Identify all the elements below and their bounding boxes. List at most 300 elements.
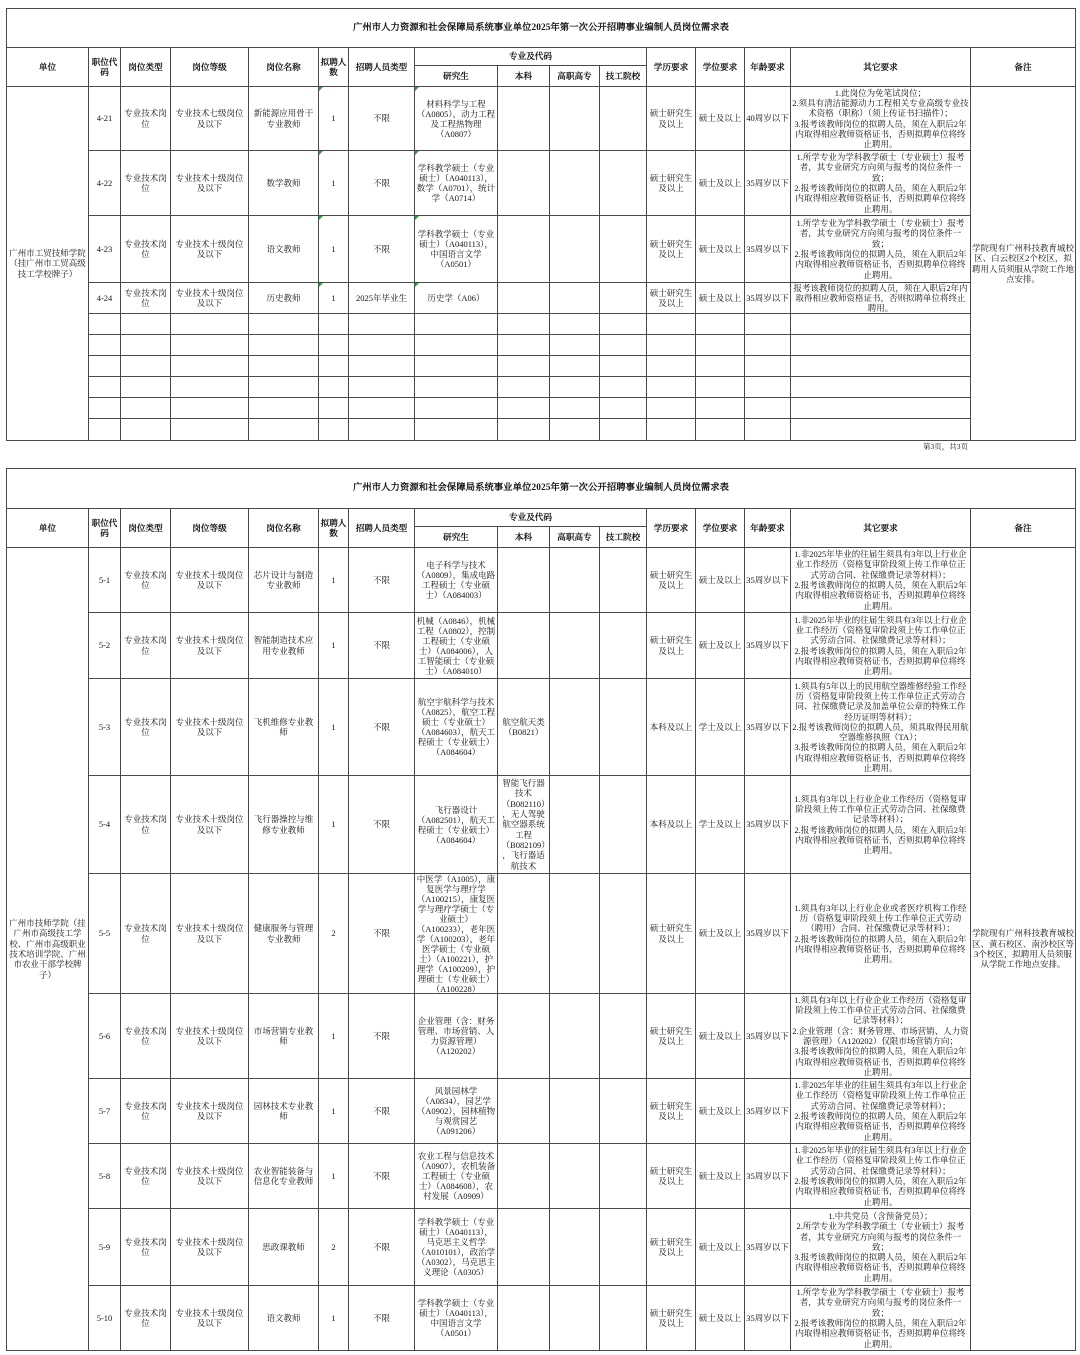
job-5-3-technical: [600, 679, 647, 776]
value-age: 40周岁以下: [746, 113, 789, 124]
value-type: 专业技术岗位: [124, 1025, 167, 1046]
job-5-9-code: [89, 1209, 121, 1286]
requirement-item: 2.须具有清洁能源动力工程相关专业高级专业技术资格（职称）（须上传证书扫描件）；: [792, 97, 969, 119]
empty-cell: [600, 398, 647, 419]
job-5-7-degree: [696, 1079, 745, 1144]
empty-cell: [349, 314, 415, 335]
empty-cell: [791, 335, 971, 356]
job-5-10-technical: [600, 1286, 647, 1351]
empty-cell: [696, 398, 745, 419]
header-grad-label: 研究生: [443, 70, 469, 81]
empty-cell: [791, 377, 971, 398]
empty-cell: [600, 335, 647, 356]
value-count: 1: [331, 640, 336, 651]
value-level: 专业技术七级岗位及以下: [175, 108, 244, 129]
job-5-10-grad: [415, 1286, 498, 1351]
value-type: 专业技术岗位: [124, 287, 167, 308]
header-age-label: 年龄要求: [750, 61, 785, 72]
empty-cell: [319, 398, 349, 419]
requirement-item: 2.所学专业为学科教学硕士（专业硕士）报考者，其专业研究方向须与报考的岗位条件一致；: [796, 1221, 965, 1252]
job-5-9-college: [550, 1209, 600, 1286]
header-count: [319, 509, 349, 548]
empty-cell: [249, 335, 319, 356]
header-grad-label: 研究生: [443, 531, 469, 542]
value-degree: 硕士及以上: [698, 177, 742, 188]
empty-cell: [171, 335, 249, 356]
empty-cell: [647, 377, 696, 398]
value-recruit: 不限: [372, 640, 390, 651]
job-5-6-technical: [600, 994, 647, 1079]
value-grad: 航空宇航科学与技术（A0825），航空工程硕士（专业硕士）（A084603），航天工程硕士（专业硕士）（A084604）: [416, 697, 496, 757]
job-4-24-education: [647, 283, 696, 314]
header-unit: [7, 509, 89, 548]
empty-cell: [349, 356, 415, 377]
job-5-8-level: [171, 1144, 249, 1209]
value-name: 语文教师: [266, 1312, 301, 1323]
value-code: 4-24: [96, 292, 113, 303]
empty-cell: [745, 398, 791, 419]
value-degree: 硕士及以上: [698, 1170, 742, 1181]
job-5-2-count: [319, 613, 349, 679]
value-education: 硕士研究生及以上: [649, 635, 693, 656]
value-grad: 历史学（A06）: [427, 293, 485, 303]
job-5-1-name: [249, 548, 319, 613]
value-age: 35周岁以下: [746, 819, 789, 830]
value-type: 专业技术岗位: [124, 238, 167, 259]
value-degree: 硕士及以上: [698, 1241, 742, 1252]
job-requirements-table-upper: [6, 8, 1076, 441]
job-4-21-other: [791, 87, 971, 151]
value-count: 1: [331, 1170, 336, 1181]
value-recruit: 2025年毕业生: [355, 292, 407, 303]
requirement-item: 3.报考该教师岗位的拟聘人员，须在入职后2年内取得相应教师资格证书，否则拟聘单位将终止聘用。: [794, 742, 967, 774]
header-other: [791, 48, 971, 87]
value-count: 1: [331, 1030, 336, 1041]
value-recruit: 不限: [372, 1312, 390, 1323]
unit-cell: [7, 87, 89, 441]
header-code: [89, 48, 121, 87]
header-technical: [600, 66, 647, 87]
empty-cell: [498, 335, 550, 356]
job-5-8-education: [647, 1144, 696, 1209]
empty-cell: [89, 335, 121, 356]
value-grad: 农业工程与信息技术（A0907），农机装备工程硕士（专业硕士）（A084608），农村发展（A0909）: [416, 1151, 496, 1201]
empty-cell: [349, 377, 415, 398]
job-4-24-recruit: [349, 283, 415, 314]
requirement-item: 1.须具有3年以上行业企业工作经历（资格复审阶段须上传工作单位正式劳动合同、社保缴费记录等材料）；: [794, 994, 967, 1026]
empty-cell: [89, 356, 121, 377]
empty-cell: [647, 398, 696, 419]
job-5-10-college: [550, 1286, 600, 1351]
header-count: [319, 48, 349, 87]
value-type: 专业技术岗位: [124, 923, 167, 944]
requirement-item: 2.企业管理（含：财务管理、市场营销、人力资源管理）（A120202）仅限市场营销方向；: [792, 1025, 969, 1046]
empty-cell: [415, 356, 498, 377]
job-5-9-name: [249, 1209, 319, 1286]
header-college: [550, 66, 600, 87]
job-4-22-other: [791, 151, 971, 216]
requirement-item: 1.所学专业为学科教学硕士（专业硕士）报考者，其专业研究方向须与报考的岗位条件一致；: [796, 152, 965, 183]
requirement-item: 1.此岗位为免笔试岗位；: [834, 87, 927, 98]
job-5-4-type: [121, 776, 171, 874]
header-count-label: 拟聘人数: [320, 56, 347, 77]
job-5-3-count: [319, 679, 349, 776]
job-5-7-college: [550, 1079, 600, 1144]
value-level: 专业技术十级岗位及以下: [175, 1236, 244, 1257]
table-title: [7, 469, 1076, 509]
remark-text: 学院现有广州科技教育城校区、黄石校区、南沙校区等3个校区，拟聘用人员须服从学院工作地点安排。: [972, 928, 1075, 970]
value-name: 飞机维修专业教师: [253, 716, 314, 737]
job-5-10-education: [647, 1286, 696, 1351]
job-5-1-count: [319, 548, 349, 613]
job-5-3-degree: [696, 679, 745, 776]
job-4-23-degree: [696, 216, 745, 283]
job-5-1-age: [745, 548, 791, 613]
job-5-10-count: [319, 1286, 349, 1351]
job-5-9-education: [647, 1209, 696, 1286]
value-count: 2: [331, 928, 336, 939]
job-5-1-degree: [696, 548, 745, 613]
job-5-6-grad: [415, 994, 498, 1079]
value-level: 专业技术十级岗位及以下: [175, 814, 244, 835]
value-type: 专业技术岗位: [124, 172, 167, 193]
value-age: 35周岁以下: [746, 928, 789, 939]
empty-cell: [121, 356, 171, 377]
empty-cell: [600, 356, 647, 377]
value-code: 5-10: [96, 1312, 113, 1323]
empty-cell: [89, 377, 121, 398]
empty-cell: [550, 335, 600, 356]
header-other: [791, 509, 971, 548]
value-count: 1: [331, 819, 336, 830]
job-4-22-level: [171, 151, 249, 216]
job-requirements-table-lower: [6, 468, 1076, 1351]
job-5-9-other: [791, 1209, 971, 1286]
empty-cell: [745, 356, 791, 377]
header-remark: [971, 509, 1076, 548]
header-degree-label: 学位要求: [702, 522, 738, 533]
value-type: 专业技术岗位: [124, 716, 167, 737]
header-age: [745, 48, 791, 87]
requirement-item: 2.报考该教师岗位的拟聘人员，须在入职后2年内取得相应教师资格证书，否则拟聘单位将终止聘用。: [794, 580, 967, 611]
value-count: 1: [331, 113, 336, 124]
empty-cell: [745, 314, 791, 335]
requirement-item: 1.非2025年毕业的往届生须具有3年以上行业企业工作经历（资格复审阶段须上传工作单位正式劳动合同、社保缴费记录等材料）；: [794, 549, 967, 580]
header-education: [647, 509, 696, 548]
job-5-10-age: [745, 1286, 791, 1351]
job-5-1-code: [89, 548, 121, 613]
value-age: 35周岁以下: [746, 721, 789, 732]
header-level-label: 岗位等级: [192, 61, 227, 72]
empty-cell: [696, 335, 745, 356]
unit-name: 广州市工贸技师学院（挂广州市工贸高级技工学校牌子）: [9, 248, 86, 279]
header-code-label: 职位代码: [91, 517, 118, 538]
header-education: [647, 48, 696, 87]
value-age: 35周岁以下: [746, 1105, 789, 1116]
job-4-23-name: [249, 216, 319, 283]
value-level: 专业技术十级岗位及以下: [175, 635, 244, 656]
requirement-item: 2.报考该教师岗位的拟聘人员，须在入职后2年内取得相应教师资格证书，否则拟聘单位将终止聘用。: [794, 1176, 967, 1207]
value-level: 专业技术十级岗位及以下: [175, 569, 244, 590]
value-name: 智能制造技术应用专业教师: [253, 635, 314, 656]
value-grad: 飞行器设计（A082501），航天工程硕士（专业硕士）（A084604）: [416, 804, 496, 845]
job-5-5-grad: [415, 874, 498, 994]
empty-cell: [415, 314, 498, 335]
requirement-item: 1.所学专业为学科教学硕士（专业硕士）报考者，其专业研究方向须与报考的岗位条件一致；: [796, 1287, 965, 1318]
job-5-5-technical: [600, 874, 647, 994]
requirement-item: 3.报考该教师岗位的拟聘人员，须在入职后2年内取得相应教师资格证书，否则拟聘单位将终止聘用。: [794, 1046, 967, 1077]
requirement-item: 2.报考该教师岗位的拟聘人员，须在入职后2年内取得相应教师资格证书，否则拟聘单位将终止聘用。: [794, 645, 967, 677]
job-5-6-education: [647, 994, 696, 1079]
remark-cell: [971, 87, 1076, 441]
value-count: 1: [331, 1105, 336, 1116]
job-5-8-count: [319, 1144, 349, 1209]
empty-cell: [89, 419, 121, 441]
job-4-21-technical: [600, 87, 647, 151]
job-4-21-recruit: [349, 87, 415, 151]
empty-cell: [319, 335, 349, 356]
job-5-2-college: [550, 613, 600, 679]
header-code-label: 职位代码: [91, 56, 118, 77]
job-5-2-code: [89, 613, 121, 679]
job-4-21-count: [319, 87, 349, 151]
value-count: 1: [331, 1312, 336, 1323]
job-5-4-college: [550, 776, 600, 874]
job-5-8-type: [121, 1144, 171, 1209]
value-name: 健康服务与管理专业教师: [253, 923, 314, 944]
value-type: 专业技术岗位: [124, 1100, 167, 1121]
value-level: 专业技术十级岗位及以下: [175, 1165, 244, 1186]
job-5-10-other: [791, 1286, 971, 1351]
header-major: [415, 48, 647, 66]
empty-cell: [498, 314, 550, 335]
job-5-8-college: [550, 1144, 600, 1209]
header-type-label: 岗位类型: [128, 522, 163, 533]
value-name: 思政课教师: [262, 1241, 305, 1252]
header-recruit_type-label: 招聘人员类型: [355, 522, 408, 533]
empty-cell: [498, 377, 550, 398]
header-code: [89, 509, 121, 548]
empty-cell: [171, 377, 249, 398]
header-college: [550, 527, 600, 548]
header-major: [415, 509, 647, 527]
job-5-6-undergrad: [498, 994, 550, 1079]
job-5-2-name: [249, 613, 319, 679]
job-5-2-degree: [696, 613, 745, 679]
job-5-7-recruit: [349, 1079, 415, 1144]
job-5-1-level: [171, 548, 249, 613]
job-5-8-recruit: [349, 1144, 415, 1209]
job-4-23-undergrad: [498, 216, 550, 283]
header-remark-label: 备注: [1014, 522, 1032, 533]
job-4-21-college: [550, 87, 600, 151]
value-code: 5-8: [98, 1170, 111, 1181]
empty-cell: [696, 377, 745, 398]
job-5-4-undergrad: [498, 776, 550, 874]
header-type-label: 岗位类型: [128, 61, 163, 72]
value-count: 2: [331, 1241, 336, 1252]
value-education: 硕士研究生及以上: [649, 287, 693, 308]
job-5-3-undergrad: [498, 679, 550, 776]
empty-cell: [745, 335, 791, 356]
job-4-23-type: [121, 216, 171, 283]
job-5-5-degree: [696, 874, 745, 994]
value-type: 专业技术岗位: [124, 814, 167, 835]
value-count: 1: [331, 721, 336, 732]
header-technical-label: 技工院校: [605, 531, 641, 542]
job-5-3-education: [647, 679, 696, 776]
empty-cell: [791, 398, 971, 419]
value-grad: 机械（A0846），机械工程（A0802），控制工程硕士（专业硕士）（A084006），人工智能硕士（专业硕士）（A084010）: [416, 615, 496, 676]
empty-cell: [415, 377, 498, 398]
empty-cell: [550, 419, 600, 441]
table-title-text: 广州市人力资源和社会保障局系统事业单位2025年第一次公开招聘事业编制人员岗位需求表: [352, 22, 730, 33]
value-degree: 硕士及以上: [698, 640, 742, 651]
value-level: 专业技术十级岗位及以下: [175, 238, 244, 259]
header-undergrad-label: 本科: [514, 531, 533, 542]
value-count: 1: [331, 243, 336, 254]
job-5-3-age: [745, 679, 791, 776]
job-5-2-education: [647, 613, 696, 679]
job-4-24-other: [791, 283, 971, 314]
job-4-21-degree: [696, 87, 745, 151]
job-5-8-age: [745, 1144, 791, 1209]
value-name: 园林技术专业教师: [253, 1100, 314, 1121]
job-5-4-degree: [696, 776, 745, 874]
job-5-9-age: [745, 1209, 791, 1286]
header-education-label: 学历要求: [653, 522, 689, 533]
job-5-4-recruit: [349, 776, 415, 874]
value-education: 硕士研究生及以上: [649, 1100, 693, 1121]
value-type: 专业技术岗位: [124, 569, 167, 590]
job-4-21-age: [745, 87, 791, 151]
job-5-7-other: [791, 1079, 971, 1144]
requirement-item: 2.报考该教师岗位的拟聘人员，须在入职后2年内取得相应教师资格证书，否则拟聘单位将终止聘用。: [794, 249, 967, 280]
job-5-7-count: [319, 1079, 349, 1144]
value-age: 35周岁以下: [746, 177, 789, 188]
job-4-23-level: [171, 216, 249, 283]
job-4-23-age: [745, 216, 791, 283]
header-remark-label: 备注: [1014, 61, 1032, 72]
requirement-item: 1.须具有3年以上行业企业工作经历（资格复审阶段须上传工作单位正式劳动合同、社保缴费记录等材料）；: [794, 793, 967, 825]
empty-cell: [249, 314, 319, 335]
empty-cell: [696, 314, 745, 335]
job-4-21-type: [121, 87, 171, 151]
job-5-1-technical: [600, 548, 647, 613]
job-5-8-other: [791, 1144, 971, 1209]
job-4-21-name: [249, 87, 319, 151]
page-number-footer: 第3页，共3页: [923, 442, 968, 451]
empty-cell: [171, 398, 249, 419]
remark-cell: [971, 548, 1076, 1351]
table-title-text: 广州市人力资源和社会保障局系统事业单位2025年第一次公开招聘事业编制人员岗位需求表: [352, 483, 730, 494]
job-5-1-grad: [415, 548, 498, 613]
value-education: 硕士研究生及以上: [649, 172, 693, 193]
empty-cell: [498, 398, 550, 419]
job-5-5-education: [647, 874, 696, 994]
job-5-5-name: [249, 874, 319, 994]
unit-cell: [7, 548, 89, 1351]
requirement-item: 1.须具有5年以上的民用航空器维修经验工作经历（资格复审阶段须上传工作单位正式劳动合同、社保缴费记录及加盖单位公章的特殊工作经历证明等材料）；: [794, 680, 967, 722]
header-unit-label: 单位: [38, 522, 57, 533]
job-4-22-college: [550, 151, 600, 216]
header-undergrad-label: 本科: [514, 70, 533, 81]
value-level: 专业技术十级岗位及以下: [175, 1307, 244, 1328]
job-5-3-name: [249, 679, 319, 776]
job-4-23-college: [550, 216, 600, 283]
header-unit-label: 单位: [38, 61, 57, 72]
header-type: [121, 48, 171, 87]
job-5-8-technical: [600, 1144, 647, 1209]
header-remark: [971, 48, 1076, 87]
job-5-5-recruit: [349, 874, 415, 994]
header-technical-label: 技工院校: [605, 70, 641, 81]
job-4-24-code: [89, 283, 121, 314]
job-5-8-grad: [415, 1144, 498, 1209]
job-4-24-name: [249, 283, 319, 314]
job-5-4-code: [89, 776, 121, 874]
empty-cell: [696, 356, 745, 377]
job-4-22-degree: [696, 151, 745, 216]
value-grad: 材料科学与工程（A0805），动力工程及工程热物理（A0807）: [416, 98, 496, 139]
value-age: 35周岁以下: [746, 1312, 789, 1323]
empty-cell: [647, 314, 696, 335]
value-type: 专业技术岗位: [124, 1236, 167, 1257]
value-count: 1: [331, 292, 336, 303]
header-name-label: 岗位名称: [266, 522, 301, 533]
job-5-10-code: [89, 1286, 121, 1351]
empty-cell: [415, 419, 498, 441]
requirement-item: 1.非2025年毕业的往届生须具有3年以上行业企业工作经历（资格复审阶段须上传工作单位正式劳动合同、社保缴费记录等材料）；: [794, 614, 967, 646]
job-5-10-name: [249, 1286, 319, 1351]
value-recruit: 不限: [372, 1170, 390, 1181]
value-level: 专业技术十级岗位及以下: [175, 1025, 244, 1046]
job-4-24-technical: [600, 283, 647, 314]
header-level: [171, 48, 249, 87]
job-5-6-degree: [696, 994, 745, 1079]
empty-cell: [89, 314, 121, 335]
value-code: 4-21: [96, 113, 113, 124]
job-5-10-recruit: [349, 1286, 415, 1351]
job-4-23-grad: [415, 216, 498, 283]
job-5-7-age: [745, 1079, 791, 1144]
job-4-23-other: [791, 216, 971, 283]
unit-name: 广州市技师学院（挂广州市高级技工学校、广州市高级职业技术培训学院、广州市农业干部学校牌子）: [9, 918, 86, 980]
header-type: [121, 509, 171, 548]
job-5-5-code: [89, 874, 121, 994]
job-4-22-undergrad: [498, 151, 550, 216]
empty-cell: [647, 335, 696, 356]
requirement-item: 报考该教师岗位的拟聘人员，须在入职后2年内取得相应教师资格证书，否则拟聘单位将终止聘用。: [793, 283, 968, 314]
table-title: [7, 9, 1076, 48]
job-5-3-recruit: [349, 679, 415, 776]
empty-cell: [415, 398, 498, 419]
value-level: 专业技术十级岗位及以下: [175, 923, 244, 944]
empty-cell: [349, 335, 415, 356]
value-level: 专业技术十级岗位及以下: [175, 172, 244, 193]
job-5-6-count: [319, 994, 349, 1079]
job-5-2-recruit: [349, 613, 415, 679]
job-4-22-education: [647, 151, 696, 216]
empty-cell: [249, 398, 319, 419]
job-5-7-grad: [415, 1079, 498, 1144]
header-unit: [7, 48, 89, 87]
value-code: 5-3: [98, 721, 111, 732]
header-age: [745, 509, 791, 548]
job-4-21-grad: [415, 87, 498, 151]
job-5-4-grad: [415, 776, 498, 874]
header-technical: [600, 527, 647, 548]
